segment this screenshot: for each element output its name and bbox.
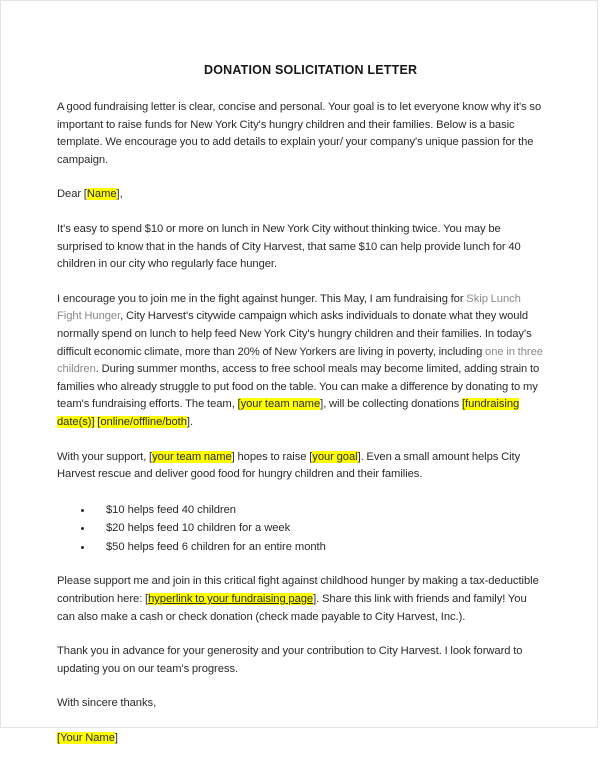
support-team-name-placeholder[interactable]: your team name [152, 450, 232, 463]
signature-close-bracket: ] [114, 732, 118, 745]
channel-placeholder[interactable]: [online/offline/both [97, 415, 187, 428]
letter-body [57, 63, 547, 765]
list-item: $50 helps feed 6 children for an entire month [57, 538, 547, 557]
fundraising-page-hyperlink-placeholder[interactable]: hyperlink to your fundraising page [148, 593, 314, 606]
support-part2: ] hopes to raise [ [231, 450, 313, 463]
page-title: DONATION SOLICITATION LETTER [204, 63, 418, 77]
salutation-suffix: ], [116, 188, 123, 201]
lunch-text: It's easy to spend $10 or more on lunch in New York City without thinking twice. You may be surprised to know that in the hands of City Harvest, that same $10 can help provide lunch for 40 children in our city who regularly face hunger. [57, 222, 521, 271]
campaign-part2: , City Harvest's citywide campaign which asks individuals to donate what they would normally spend on lunch to help feed New York City's hungry children and their families. In today's difficult economic climate, more than 20% of New Yorkers are living in poverty, including [57, 310, 532, 358]
campaign-part6: ]. [186, 415, 194, 428]
salutation-prefix: Dear [ [57, 188, 87, 201]
closing-line [57, 695, 547, 713]
thanks-text: Thank you in advance for your generosity and your contribution to City Harvest. I look forward to updating you on our team's progress. [57, 645, 523, 675]
list-item: $10 helps feed 40 children [57, 501, 547, 520]
name-placeholder[interactable]: Name [86, 188, 117, 201]
salutation-line [57, 186, 547, 204]
support-part1: With your support, [ [57, 450, 153, 463]
impact-list [57, 501, 547, 557]
donate-part2: ]. Share this link with friends and family! You can also make a cash or check donation (check made payable to City Harvest, Inc.). [57, 593, 527, 623]
goal-placeholder[interactable]: your goal [312, 450, 358, 463]
intro-text: A good fundraising letter is clear, concise and personal. Your goal is to let everyone know why it's so important to raise funds for New York City's hungry children and their families. Below is a basic template. We encourage you to add details to explain your/ your company's unique passion for the campaign. [57, 101, 542, 166]
team-name-placeholder[interactable]: [your team name [237, 398, 321, 411]
thanks-paragraph [57, 643, 547, 678]
list-item: $20 helps feed 10 children for a week [57, 519, 547, 538]
lunch-paragraph [57, 221, 547, 274]
signature-line [57, 730, 547, 748]
donate-paragraph [57, 573, 547, 626]
signature-open-bracket: [ [57, 732, 61, 745]
support-paragraph [57, 449, 547, 484]
support-part3: ]. Even a small amount helps City Harvest rescue and deliver good food for hungry children and their families. [57, 450, 521, 481]
intro-paragraph [57, 99, 547, 169]
campaign-part3: . During summer months, access to free school meals may become limited, adding strain to families who already struggle to put food on the table. You can make a difference by donating to my team's fundraising efforts. The team, [57, 363, 540, 411]
poverty-stat-link[interactable]: one in three children [57, 345, 543, 376]
fundraising-date-placeholder[interactable]: [fundraising date(s)] [57, 398, 520, 428]
campaign-paragraph [57, 291, 547, 432]
campaign-name-link[interactable]: Skip Lunch Fight Hunger [57, 292, 521, 323]
campaign-part4: ], will be collecting donations [320, 398, 462, 411]
donate-part1: Please support me and join in this critical fight against childhood hunger by making a tax-deductible contribution here: [ [57, 575, 539, 606]
campaign-part1: I encourage you to join me in the fight against hunger. This May, I am fundraising for [57, 292, 467, 305]
your-name-placeholder[interactable]: Your Name [60, 732, 115, 745]
closing-text: With sincere thanks, [57, 697, 157, 710]
